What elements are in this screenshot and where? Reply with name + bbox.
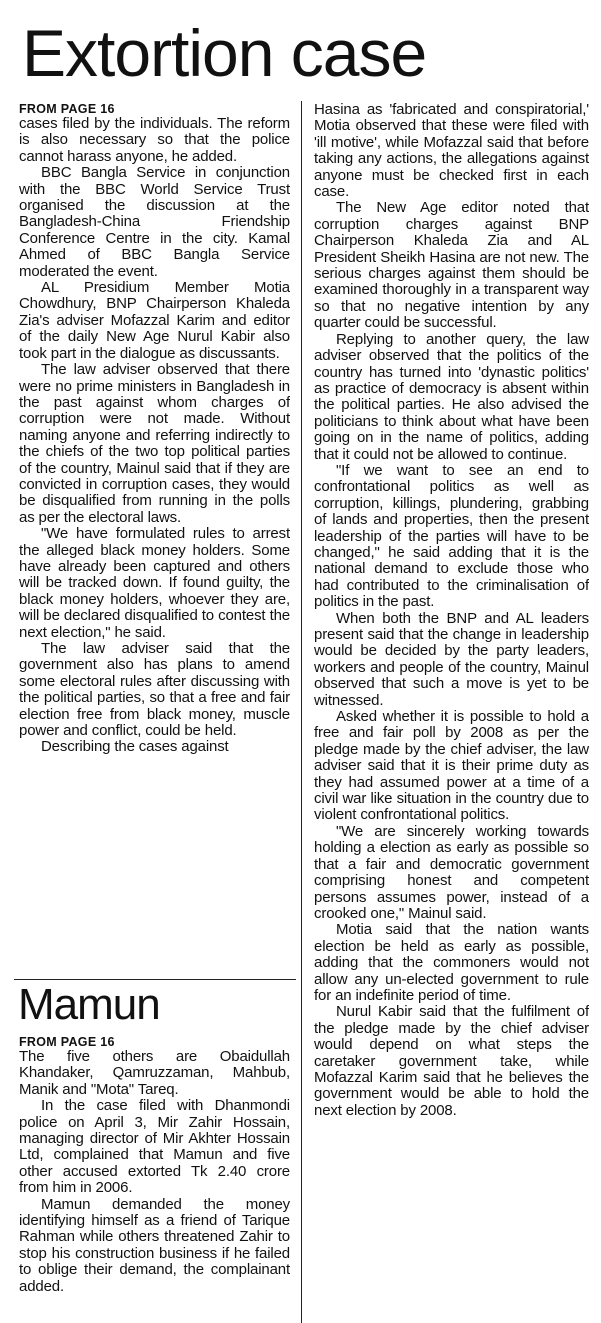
- paragraph: The law adviser said that the government also has plans to amend some electoral rules after discussing with the political parties, so that a free and fair election free from black money, muscle power and conflict, could be held.: [19, 640, 290, 740]
- article-column-mamun: [19, 1049, 290, 1323]
- paragraph: Asked whether it is possible to hold a free and fair poll by 2008 as per the pledge made by the chief adviser, the law adviser said that it is their prime duty as they had assumed power at a time of a civil war like situation in the country due to violent confrontational politics.: [314, 708, 589, 824]
- jump-line: FROM PAGE 16: [19, 1035, 115, 1049]
- paragraph: Nurul Kabir said that the fulfilment of the pledge made by the chief adviser would depend on what steps the caretaker government take, while Mofazzal Karim said that he believes the government would be able to hold the next election by 2008.: [314, 1003, 589, 1119]
- paragraph: Replying to another query, the law adviser observed that the politics of the country has turned into 'dynastic politics' as practice of democracy is absent within the political parties. He also advised the politicians to think about what have been going on in the name of politics, adding that it could not be allowed to continue.: [314, 330, 589, 463]
- paragraph: "We are sincerely working towards holding a election as early as possible so that a fair and democratic government comprising honest and competent persons assumes power, instead of a crooked one," Mainul said.: [314, 822, 589, 922]
- paragraph: In the case filed with Dhanmondi police on April 3, Mir Zahir Hossain, managing director of Mir Akhter Hossain Ltd, complained that Mamun and five other accused extorted Tk 2.40 crore from him in 2006.: [19, 1097, 290, 1197]
- paragraph: Hasina as 'fabricated and conspiratorial,' Motia observed that these were filed with 'ill motive', while Mofazzal said that before taking any actions, the allegations against anyone must be checked first in each case.: [314, 102, 589, 201]
- paragraph: When both the BNP and AL leaders present said that the change in leadership would be decided by the party leaders, workers and people of the country, Mainul observed that such a move is yet to be witnessed.: [314, 609, 589, 709]
- paragraph: Mamun demanded the money identifying himself as a friend of Tarique Rahman while others threatened Zahir to stop his construction business if he failed to oblige their demand, the complainant added.: [19, 1195, 290, 1295]
- article-column-2: [314, 102, 589, 1323]
- jump-line: FROM PAGE 16: [19, 102, 115, 116]
- paragraph: "If we want to see an end to confrontational politics as well as corruption, killings, plundering, grabbing of lands and properties, then the present leadership of the parties will have to be changed," he said adding that it is the national demand to exclude those who had contributed to the criminalisation of politics in the past.: [314, 461, 589, 611]
- paragraph: The five others are Obaidullah Khandaker, Qamruzzaman, Mahbub, Manik and "Mota" Tareq.: [19, 1049, 290, 1098]
- paragraph: BBC Bangla Service in conjunction with the BBC World Service Trust organised the discussion at the Bangladesh-China Friendship Conference Centre in the city. Kamal Ahmed of BBC Bangla Service moderated the event.: [19, 164, 290, 280]
- paragraph: "We have formulated rules to arrest the alleged black money holders. Some have already been captured and others will be tracked down. If found guilty, the black money holders, whoever they are, will be declared disqualified to contest the next election," he said.: [19, 525, 290, 641]
- paragraph: Describing the cases against: [41, 738, 229, 756]
- paragraph: The New Age editor noted that corruption charges against BNP Chairperson Khaleda Zia and AL President Sheikh Hasina are not new. The serious charges against them should be examined thoroughly in a transparent way so that no negative intention by any quarter could be successful.: [314, 199, 589, 332]
- headline-mamun: Mamun: [18, 980, 160, 1029]
- paragraph: The law adviser observed that there were no prime ministers in Bangladesh in the past against whom charges of corruption were not made. Without naming anyone and referring indirectly to the chiefs of the two top political parties of the country, Mainul said that if they are convicted in corruption cases, they would be disqualified from running in the polls as per the electoral laws.: [19, 361, 290, 526]
- paragraph: Motia said that the nation wants election be held as early as possible, adding that the commoners would not allow any un-elected government to rule for an indefinite period of time.: [314, 921, 589, 1004]
- column-rule: [301, 101, 302, 1323]
- article-column-1: [19, 116, 290, 970]
- headline-extortion-case: Extortion case: [22, 16, 427, 90]
- paragraph: cases filed by the individuals. The reform is also necessary so that the police cannot harass anyone, he added.: [19, 116, 290, 165]
- paragraph: AL Presidium Member Motia Chowdhury, BNP Chairperson Khaleda Zia's adviser Mofazzal Karim and editor of the daily New Age Nurul Kabir also took part in the dialogue as discussants.: [19, 279, 290, 362]
